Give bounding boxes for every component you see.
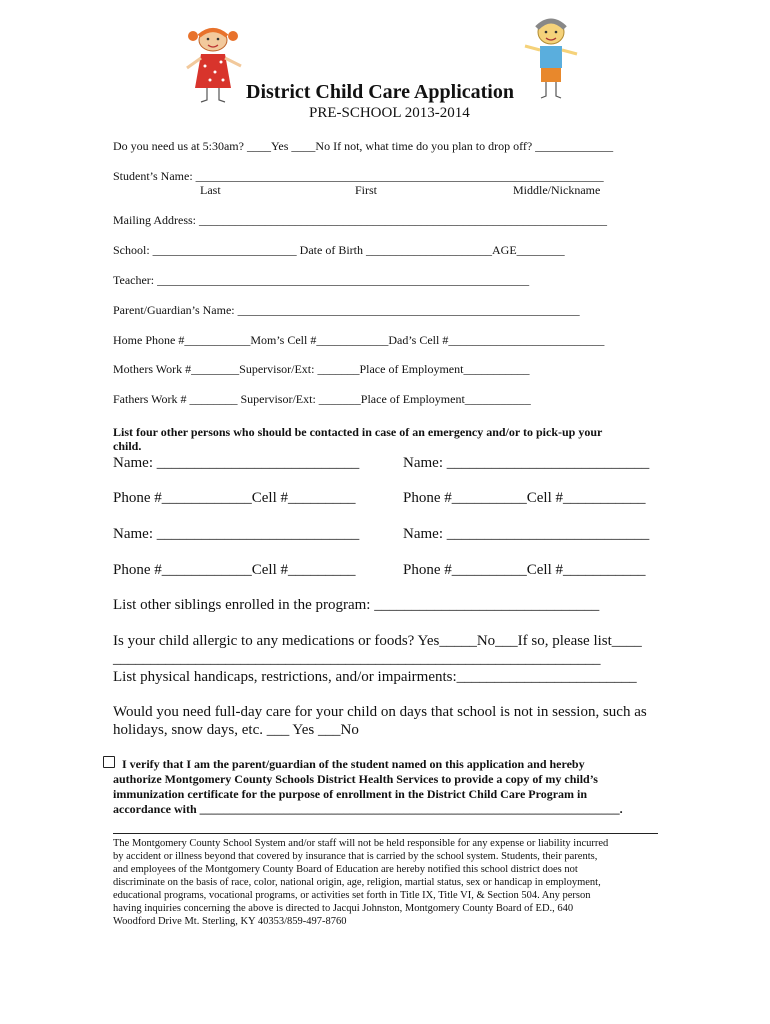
contacts-heading-line1: List four other persons who should be contacted in case of an emergency and/or to pick-up your <box>113 425 603 439</box>
disclaimer-line: The Montgomery County School System and/or staff will not be held responsible for any expense or liability incurred <box>113 838 609 849</box>
disclaimer-line: Woodford Drive Mt. Sterling, KY 40353/859-497-8760 <box>113 916 347 927</box>
mailing-address-field[interactable]: Mailing Address: ____________________________________________________________________ <box>113 213 607 227</box>
contact-phone-field[interactable]: Phone #____________Cell #_________ <box>113 562 356 578</box>
page-subtitle: PRE-SCHOOL 2013-2014 <box>309 105 470 121</box>
contact-name-field[interactable]: Name: ___________________________ <box>403 526 650 542</box>
contact-name-field[interactable]: Name: ___________________________ <box>113 526 360 542</box>
fathers-work-field[interactable]: Fathers Work # ________ Supervisor/Ext: _______Place of Employment___________ <box>113 392 531 406</box>
disclaimer-line: discriminate on the basis of race, color, national origin, age, religion, martial status, sex or handicap in employment, <box>113 877 601 888</box>
disclaimer-divider <box>113 833 658 834</box>
verify-checkbox[interactable] <box>103 756 115 768</box>
phone-numbers-field[interactable]: Home Phone #___________Mom’s Cell #____________Dad’s Cell #__________________________ <box>113 333 605 347</box>
student-name-middle-label: Middle/Nickname <box>513 183 601 197</box>
student-name-last-label: Last <box>200 183 221 197</box>
fullday-question-line1: Would you need full-day care for your child on days that school is not in session, such as <box>113 704 647 720</box>
teacher-field[interactable]: Teacher: ______________________________________________________________ <box>113 273 530 287</box>
disclaimer <box>113 837 608 928</box>
verify-line2: authorize Montgomery County Schools District Health Services to provide a copy of my child’s <box>113 772 598 786</box>
disclaimer-line: educational programs, vocational programs, or activities set forth in Title IX, Title VI, & Section 504. Any person <box>113 890 591 901</box>
disclaimer-line: and employees of the Montgomery County Board of Education are hereby notified this school district does not <box>113 864 578 875</box>
contacts-heading-line2: child. <box>113 439 142 453</box>
contact-phone-field[interactable]: Phone #____________Cell #_________ <box>113 490 356 506</box>
boy-drawing-icon <box>519 16 581 102</box>
verify-line3: immunization certificate for the purpose of enrollment in the District Child Care Program in <box>113 787 588 801</box>
disclaimer-line: having inquiries concerning the above is directed to Jacqui Johnston, Montgomery County Board of ED., 640 <box>113 903 574 914</box>
verify-line4[interactable]: accordance with ______________________________________________________________________. <box>113 802 623 816</box>
parent-guardian-name-field[interactable]: Parent/Guardian’s Name: _________________________________________________________ <box>113 303 580 317</box>
allergy-question[interactable]: Is your child allergic to any medications or foods? Yes_____No___If so, please list____ <box>113 633 642 649</box>
handicaps-field[interactable]: List physical handicaps, restrictions, and/or impairments:________________________ <box>113 669 637 685</box>
siblings-field[interactable]: List other siblings enrolled in the program: ______________________________ <box>113 597 600 613</box>
student-name-first-label: First <box>355 183 378 197</box>
page-title: District Child Care Application <box>246 81 514 103</box>
mothers-work-field[interactable]: Mothers Work #________Supervisor/Ext: _______Place of Employment___________ <box>113 362 530 376</box>
contact-phone-field[interactable]: Phone #__________Cell #___________ <box>403 562 646 578</box>
fullday-question-line2[interactable]: holidays, snow days, etc. ___ Yes ___No <box>113 722 359 738</box>
school-dob-age-field[interactable]: School: ________________________ Date of Birth _____________________AGE________ <box>113 243 565 257</box>
contact-name-field[interactable]: Name: ___________________________ <box>403 455 650 471</box>
contact-name-field[interactable]: Name: ___________________________ <box>113 455 360 471</box>
disclaimer-line: by accident or illness beyond that covered by insurance that is carried by the school system. Students, their parents, <box>113 851 598 862</box>
allergy-list-line[interactable]: _________________________________________________________________ <box>113 651 601 667</box>
contact-phone-field[interactable]: Phone #__________Cell #___________ <box>403 490 646 506</box>
girl-drawing-icon <box>183 26 245 104</box>
student-name-field[interactable]: Student’s Name: ____________________________________________________________________ <box>113 169 604 183</box>
dropoff-question[interactable]: Do you need us at 5:30am? ____Yes ____No If not, what time do you plan to drop off? _____________ <box>113 139 614 153</box>
verify-line1: I verify that I am the parent/guardian of the student named on this application and hereby <box>122 757 585 771</box>
